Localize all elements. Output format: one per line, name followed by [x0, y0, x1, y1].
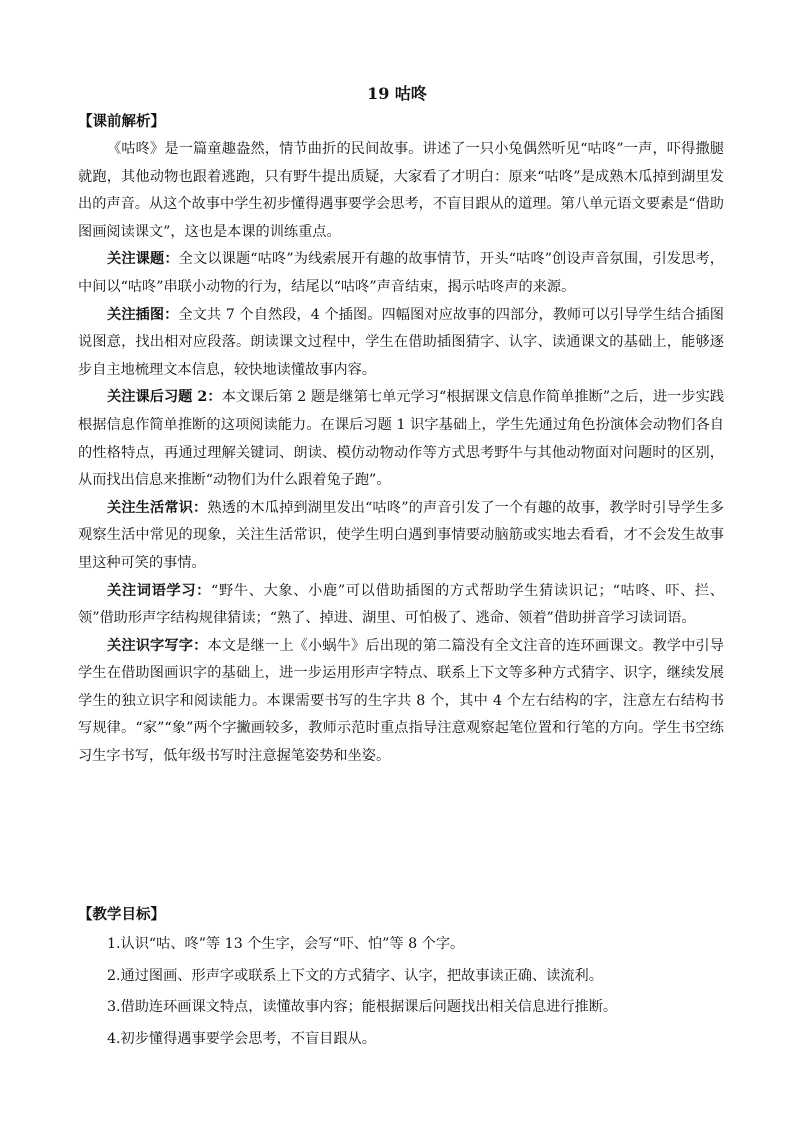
intro-paragraph: 《咕咚》是一篇童趣盎然，情节曲折的民间故事。讲述了一只小兔偶然听见“咕咚”一声，吓得撒腿就跑，其他动物也跟着逃跑，只有野牛提出质疑，大家看了才明白：原来“咕咚”是成熟木瓜掉到湖里发出的声音。从这个故事中学生初步懂得遇事要学会思考，不盲目跟从的道理。第八单元语文要素是“借助图画阅读课文”，这也是本课的训练重点。: [78, 141, 724, 240]
point-paragraph: [78, 246, 724, 301]
point-paragraph: [78, 384, 724, 494]
point-text: 全文以课题“咕咚”为线索展开有趣的故事情节，开头“咕咚”创设声音氛围，引发思考，中间以“咕咚”串联小动物的行为，结尾以“咕咚”声音结束，揭示咕咚声的来源。: [78, 251, 724, 295]
point-paragraph: [78, 578, 724, 633]
analysis-body: [78, 136, 724, 771]
goals-list: [78, 929, 724, 1055]
point-lead: 关注识字写字：: [107, 637, 208, 654]
page-title: 19 咕咚: [367, 84, 427, 103]
point-paragraph: [78, 633, 724, 771]
section-heading-analysis: 【课前解析】: [78, 113, 165, 130]
point-lead: 关注课后习题 2：: [107, 389, 222, 406]
point-lead: 关注词语学习：: [107, 582, 212, 599]
goal-item: 2.通过图画、形声字或联系上下文的方式猜字、认字，把故事读正确、读流利。: [107, 967, 603, 984]
goal-item: 3.借助连环画课文特点，读懂故事内容；能根据课后问题找出相关信息进行推断。: [107, 999, 618, 1016]
point-text: 本文是继一上《小蜗牛》后出现的第二篇没有全文注音的连环画课文。教学中引导学生在借助图画识字的基础上，进一步运用形声字特点、联系上下文等多种方式猜字、识字，继续发展学生的独立识字和阅读能力。本课需要书写的生字共 8 个，其中 4 个左右结构的字，注意左右结构书写规律。“家”“象”两个字撇画较多，教师示范时重点指导注意观察起笔位置和行笔的方向。学生书空练习生字书写，低年级书写时注意握笔姿势和坐姿。: [78, 637, 724, 765]
point-text: 本文课后第 2 题是继第七单元学习“根据课文信息作简单推断”之后，进一步实践根据信息作简单推断的这项阅读能力。在课后习题 1 识字基础上，学生先通过角色扮演体会动物们各自的性格特点，再通过理解关键词、朗读、模仿动物动作等方式思考野牛与其他动物面对问题时的区别，从而找出信息来推断“动物们为什么跟着兔子跑”。: [78, 389, 725, 489]
point-lead: 关注课题：: [107, 251, 179, 268]
point-paragraph: [78, 302, 724, 385]
point-text: 全文共 7 个自然段，4 个插图。四幅图对应故事的四部分，教师可以引导学生结合插图说图意，找出相对应段落。朗读课文过程中，学生在借助插图猜字、认字、读通课文的基础上，能够逐步自主地梳理文本信息，较快地读懂故事内容。: [78, 306, 724, 378]
goal-item: 1.认识“咕、咚”等 13 个生字，会写“吓、怕”等 8 个字。: [107, 936, 465, 952]
point-text: 熟透的木瓜掉到湖里发出“咕咚”的声音引发了一个有趣的故事，教学时引导学生多观察生活中常见的现象，关注生活常识，使学生明白遇到事情要动脑筋或实地去看看，才不会发生故事里这种可笑的事情。: [78, 499, 724, 571]
section-heading-goals: 【教学目标】: [78, 906, 165, 923]
point-lead: 关注插图：: [107, 306, 179, 323]
point-paragraph: [78, 495, 724, 578]
point-text: “野牛、大象、小鹿”可以借助插图的方式帮助学生猜读识记；“咕咚、吓、拦、领”借助形声字结构规律猜读；“熟了、掉进、湖里、可怕极了、逃命、领着”借助拼音学习读词语。: [78, 582, 724, 627]
point-lead: 关注生活常识：: [107, 499, 208, 516]
goal-item: 4.初步懂得遇事要学会思考，不盲目跟从。: [107, 1030, 376, 1047]
